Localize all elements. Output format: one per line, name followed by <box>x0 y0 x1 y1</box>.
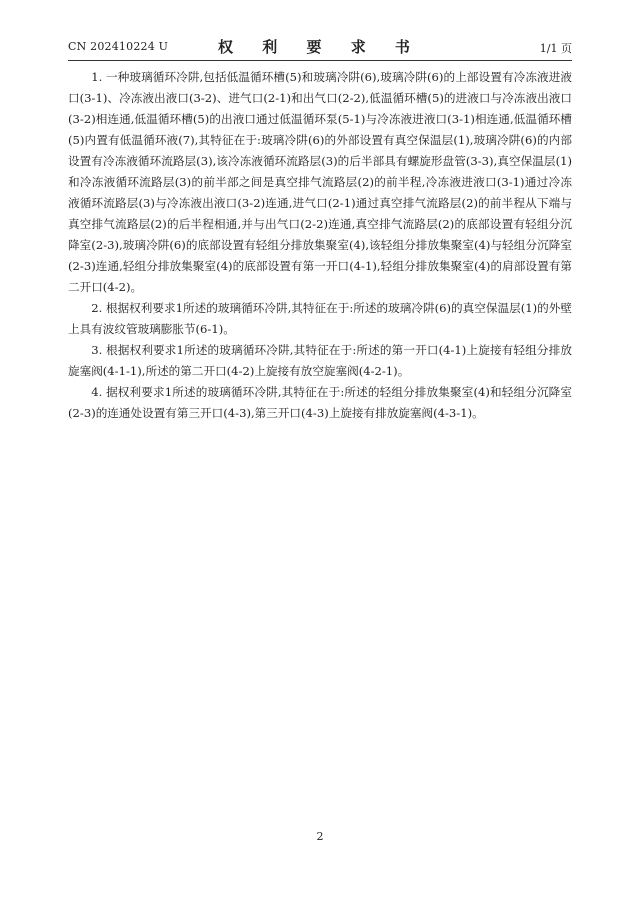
header-divider <box>68 60 572 61</box>
page-number: 2 <box>316 830 324 843</box>
page-info: 1/1 页 <box>539 42 572 55</box>
claim-1: 1. 一种玻璃循环冷阱,包括低温循环槽(5)和玻璃冷阱(6),玻璃冷阱(6)的上部设置有冷冻液进液口(3-1)、冷冻液出液口(3-2)、进气口(2-1)和出气口(2-2),低温循环槽(5)的进液口与冷冻液出液口(3-2)相连通,低温循环槽(5)的出液口通过低温循环泵(5-1)与冷冻液进液口(3-1)相连通,低温循环槽(5)内置有低温循环液(7),其特征在于:玻璃冷阱(6)的外部设置有真空保温层(1),玻璃冷阱(6)的内部设置有冷冻液循环流路层(3),该冷冻液循环流路层(3)的后半部具有螺旋形盘管(3-3),真空保温层(1)和冷冻液循环流路层(3)的前半部之间是真空排气流路层(2)的前半程,冷冻液进液口(3-1)通过冷冻液循环流路层(3)与冷冻液出液口(3-2)连通,进气口(2-1)通过真空排气流路层(2)的前半程从下端与真空排气流路层(2)的后半程相通,并与出气口(2-2)连通,真空排气流路层(2)的底部设置有轻组分沉降室(2-3),玻璃冷阱(6)的底部设置有轻组分排放集聚室(4),该轻组分排放集聚室(4)与轻组分沉降室(2-3)连通,轻组分排放集聚室(4)的底部设置有第一开口(4-1),轻组分排放集聚室(4)的肩部设置有第二开口(4-2)。 <box>68 70 572 294</box>
page-header <box>68 36 572 56</box>
claim-4: 4. 据权利要求1所述的玻璃循环冷阱,其特征在于:所述的轻组分排放集聚室(4)和轻组分沉降室(2-3)的连通处设置有第三开口(4-3),第三开口(4-3)上旋接有排放旋塞阀(4-3-1)。 <box>68 385 572 420</box>
claim-2: 2. 根据权利要求1所述的玻璃循环冷阱,其特征在于:所述的玻璃冷阱(6)的真空保温层(1)的外壁上具有波纹管玻璃膨胀节(6-1)。 <box>68 301 572 336</box>
claim-3: 3. 根据权利要求1所述的玻璃循环冷阱,其特征在于:所述的第一开口(4-1)上旋接有轻组分排放旋塞阀(4-1-1),所述的第二开口(4-2)上旋接有放空旋塞阀(4-2-1)。 <box>68 343 572 378</box>
page-title: 权 利 要 求 书 <box>218 38 422 56</box>
claims-body <box>68 67 572 424</box>
document-number: CN 202410224 U <box>68 40 169 53</box>
